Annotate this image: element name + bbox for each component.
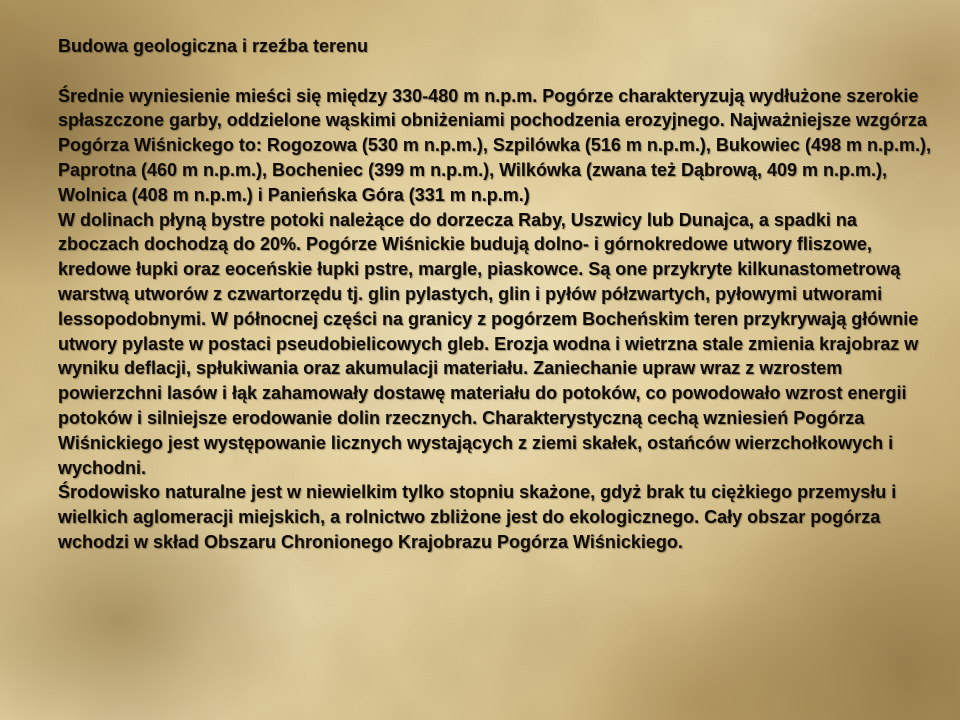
paragraph-geology: W dolinach płyną bystre potoki należące do dorzecza Raby, Uszwicy lub Dunajca, a spadki na zboczach dochodzą do 20%. Pogórze Wiśnickie budują dolno- i górnokredowe utwory fliszowe, kredowe łupki oraz eoceńskie łupki pstre, margle, piaskowce. Są one przykryte kilkunastometrową warstwą utworów z czwartorzędu tj. glin pylastych, glin i pyłów półzwartych, pyłowymi utworami lessopodobnymi. W północnej części na granicy z pogórzem Bocheńskim teren przykrywają głównie utwory pylaste w postaci pseudobielicowych gleb. Erozja wodna i wietrzna stale zmienia krajobraz w wyniku deflacji, spłukiwania oraz akumulacji materiału. Zaniechanie upraw wraz z wzrostem powierzchni lasów i łąk zahamowały dostawę materiału do potoków, co powodowało wzrost energii potoków i silniejsze erodowanie dolin rzecznych. Charakterystyczną cechą wzniesień Pogórza Wiśnickiego jest występowanie licznych wystających z ziemi skałek, ostańców wierzchołkowych i wychodni. (58, 209, 919, 478)
blank-line (58, 59, 940, 84)
paragraph-elevation: Średnie wyniesienie mieści się między 330-480 m n.p.m. Pogórze charakteryzują wydłużone szerokie spłaszczone garby, oddzielone wąskimi obniżeniami pochodzenia erozyjnego. Najważniejsze wzgórza Pogórza Wiśnickego to: Rogozowa (530 m n.p.m.), Szpilówka (516 m n.p.m.), Bukowiec (498 m n.p.m.), Paprotna (460 m n.p.m.), Bocheniec (399 m n.p.m.), Wilkówka (zwana też Dąbrową, 409 m n.p.m.), Wolnica (408 m n.p.m.) i Panieńska Góra (331 m n.p.m.) (58, 85, 931, 205)
page-title: Budowa geologiczna i rzeźba terenu (58, 36, 369, 56)
text-block (58, 34, 940, 555)
paragraph-environment: Środowisko naturalne jest w niewielkim tylko stopniu skażone, gdyż brak tu ciężkiego przemysłu i wielkich aglomeracji miejskich, a rolnictwo zbliżone jest do ekologicznego. Cały obszar pogórza wchodzi w skład Obszaru Chronionego Krajobrazu Pogórza Wiśnickiego. (58, 482, 897, 552)
